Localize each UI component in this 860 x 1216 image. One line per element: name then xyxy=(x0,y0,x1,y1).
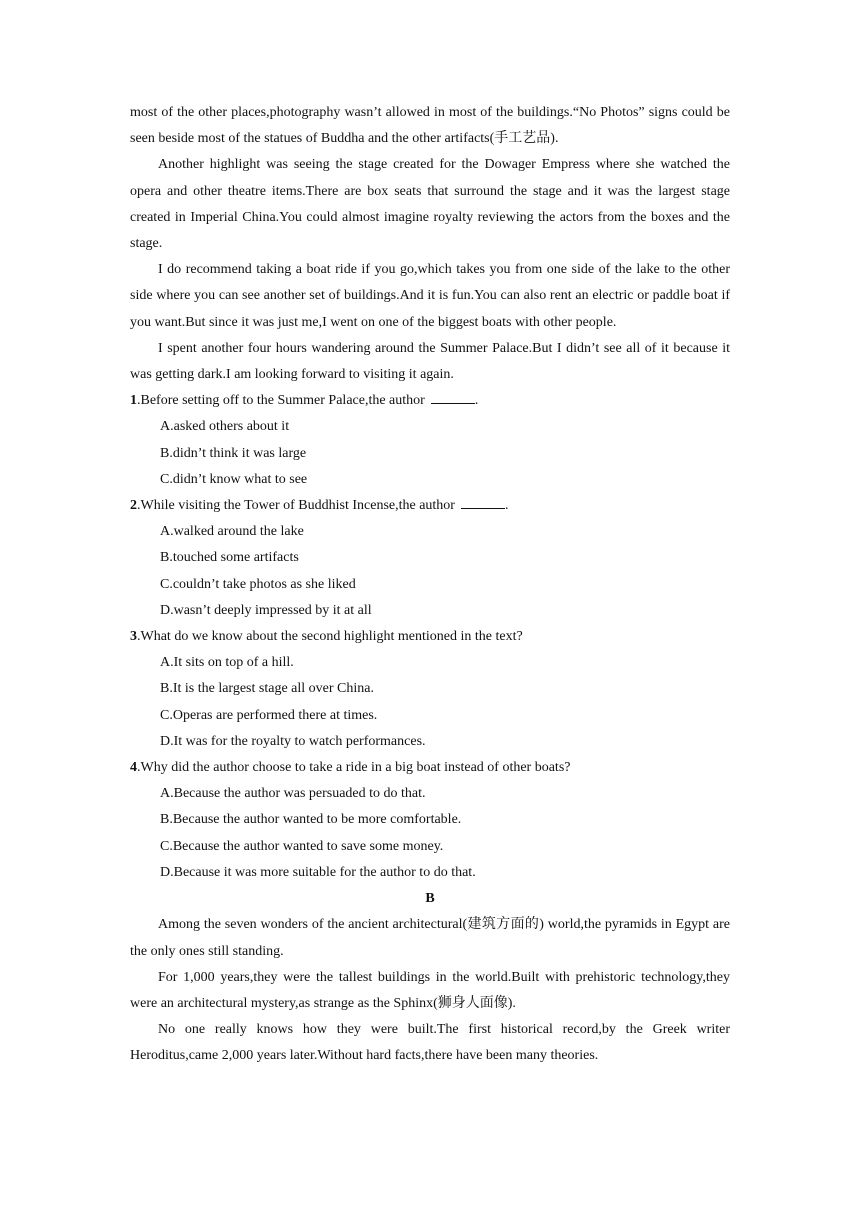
answer-option: D.It was for the royalty to watch performances. xyxy=(160,733,426,749)
answer-option: C.didn’t know what to see xyxy=(160,471,308,487)
passage-a-paragraph: I spent another four hours wandering around the Summer Palace.But I didn’t see all of it because it was getting dark.I am looking forward to visiting it again. xyxy=(130,340,730,383)
question-4 xyxy=(130,755,730,781)
passage-a-paragraph: Another highlight was seeing the stage created for the Dowager Empress where she watched the opera and other theatre items.There are box seats that surround the stage and it was the largest stage created in Imperial China.You could almost imagine royalty reviewing the actors from the boxes and the stage. xyxy=(130,157,730,252)
question-1 xyxy=(130,388,730,414)
passage-b-paragraph: Among the seven wonders of the ancient architectural(建筑方面的) world,the pyramids in Egypt are the only ones still standing. xyxy=(130,917,730,959)
answer-option: D.wasn’t deeply impressed by it at all xyxy=(160,602,372,618)
passage-b-paragraph: No one really knows how they were built.The first historical record,by the Greek writer Heroditus,came 2,000 years later.Without hard facts,there have been many theories. xyxy=(130,1022,730,1064)
question-stem: .While visiting the Tower of Buddhist Incense,the author xyxy=(137,498,455,514)
question-tail: . xyxy=(474,393,479,409)
answer-option: C.Operas are performed there at times. xyxy=(160,707,378,723)
answer-option: A.Because the author was persuaded to do that. xyxy=(160,786,426,802)
answer-option: D.Because it was more suitable for the author to do that. xyxy=(160,864,476,880)
section-heading: B xyxy=(425,891,435,907)
answer-option: B.didn’t think it was large xyxy=(160,445,307,461)
question-number: 4 xyxy=(130,760,137,776)
question-3 xyxy=(130,624,730,650)
answer-option: B.Because the author wanted to be more comfortable. xyxy=(160,812,462,828)
answer-blank xyxy=(461,496,505,509)
answer-blank xyxy=(431,391,475,404)
answer-option: A.walked around the lake xyxy=(160,524,304,540)
question-number: 2 xyxy=(130,498,137,514)
answer-option: A.It sits on top of a hill. xyxy=(160,655,294,671)
answer-option: C.couldn’t take photos as she liked xyxy=(160,576,356,592)
passage-a-paragraph: I do recommend taking a boat ride if you go,which takes you from one side of the lake to the other side where you can see another set of buildings.And it is fun.You can also rent an electric or paddle boat if you want.But since it was just me,I went on one of the biggest boats with other people. xyxy=(130,262,730,330)
question-tail: . xyxy=(504,498,509,514)
passage-a-paragraph: most of the other places,photography wasn’t allowed in most of the buildings.“No Photos” signs could be seen beside most of the statues of Buddha and the other artifacts(手工艺品). xyxy=(130,105,730,147)
document-page xyxy=(130,100,730,1070)
question-stem: .What do we know about the second highlight mentioned in the text? xyxy=(137,629,523,645)
question-stem: .Why did the author choose to take a ride in a big boat instead of other boats? xyxy=(137,760,571,776)
answer-option: A.asked others about it xyxy=(160,419,290,435)
question-stem: .Before setting off to the Summer Palace,the author xyxy=(137,393,425,409)
question-number: 1 xyxy=(130,393,137,409)
passage-b-paragraph: For 1,000 years,they were the tallest buildings in the world.Built with prehistoric technology,they were an architectural mystery,as strange as the Sphinx(狮身人面像). xyxy=(130,969,730,1011)
answer-option: C.Because the author wanted to save some money. xyxy=(160,838,444,854)
question-number: 3 xyxy=(130,629,137,645)
answer-option: B.It is the largest stage all over China. xyxy=(160,681,374,697)
question-2 xyxy=(130,493,730,519)
answer-option: B.touched some artifacts xyxy=(160,550,299,566)
